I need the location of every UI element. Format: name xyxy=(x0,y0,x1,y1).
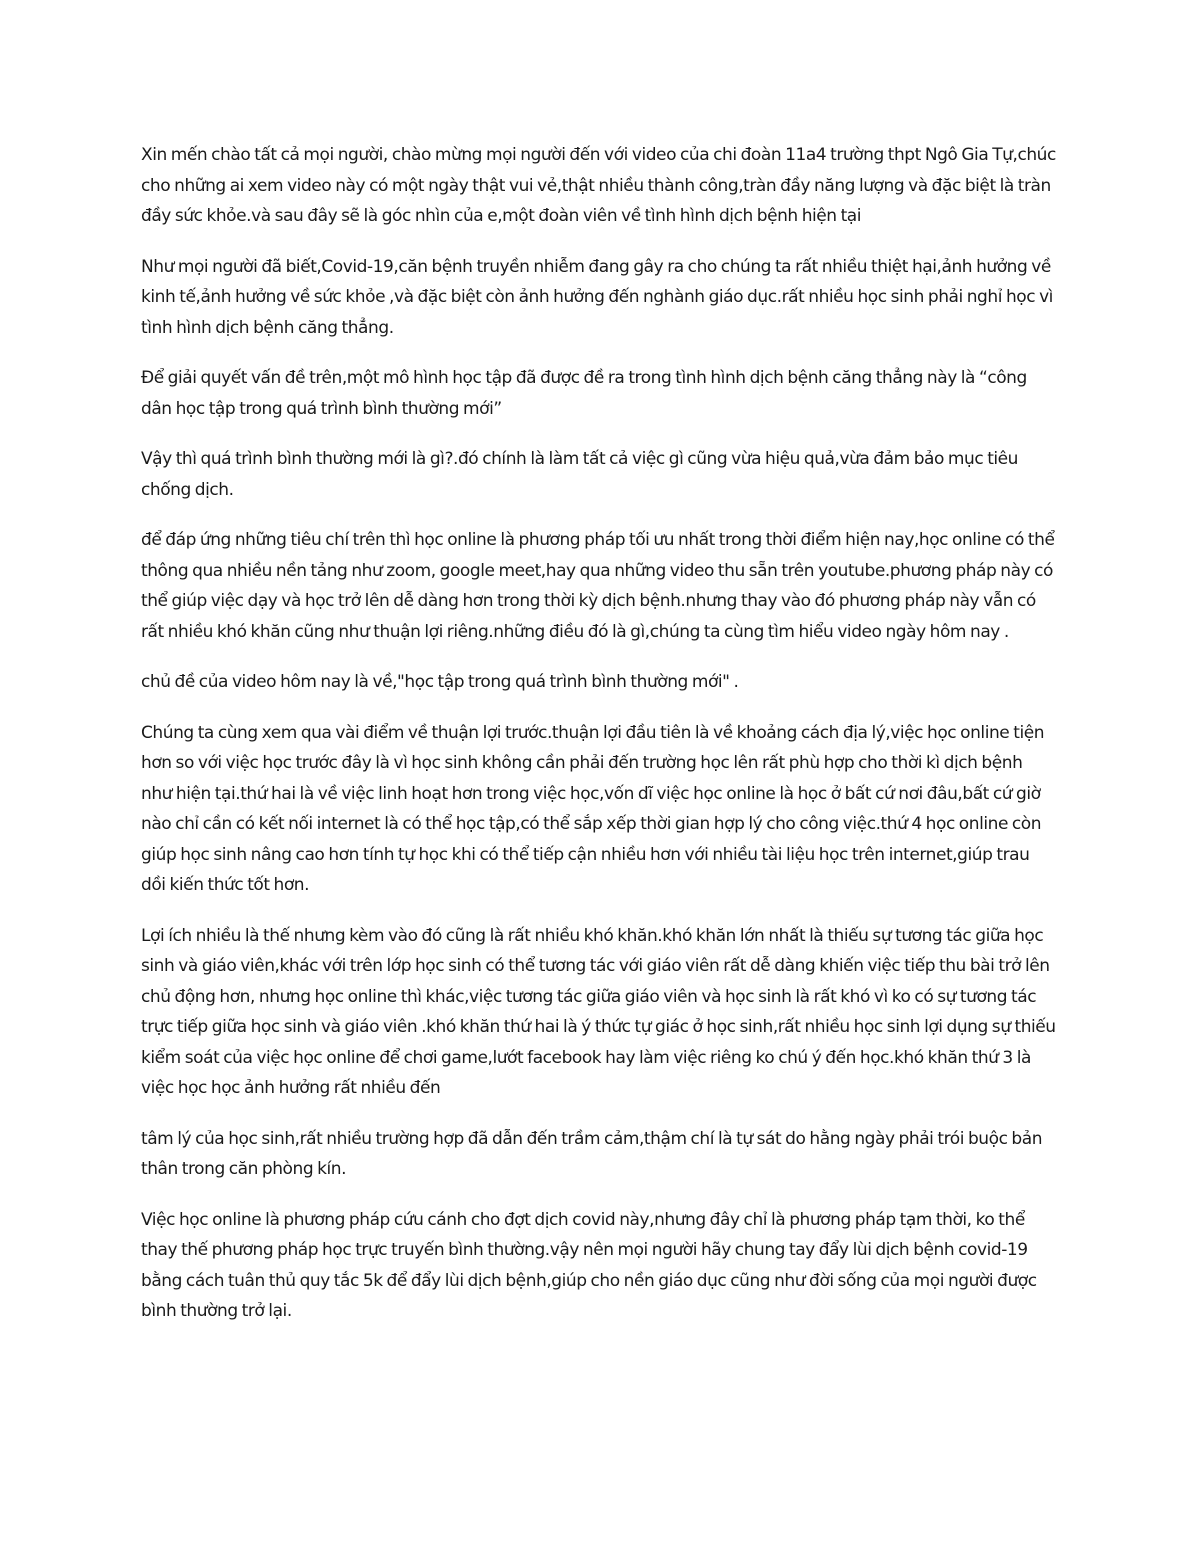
paragraph-9: tâm lý của học sinh,rất nhiều trường hợp đã dẫn đến trầm cảm,thậm chí là tự sát do hằng ngày phải trói buộc bản thân trong căn phòng kín. xyxy=(141,1128,1043,1179)
paragraph-7: Chúng ta cùng xem qua vài điểm về thuận lợi trước.thuận lợi đầu tiên là về khoảng cách địa lý,việc học online tiện hơn so với việc học trước đây là vì học sinh không cần phải đến trường học lên rất phù hợp cho thời kì dịch bệnh như hiện tại.thứ hai là về việc linh hoạt hơn trong việc học,vốn dĩ việc học online là học ở bất cứ nơi đâu,bất cứ giờ nào chỉ cần có kết nối internet là có thể học tập,có thể sắp xếp thời gian hợp lý cho công việc.thứ 4 học online còn giúp học sinh nâng cao hơn tính tự học khi có thể tiếp cận nhiều hơn với nhiều tài liệu học trên internet,giúp trau dồi kiến thức tốt hơn. xyxy=(141,722,1045,895)
document-body xyxy=(141,140,1056,1347)
paragraph-2: Như mọi người đã biết,Covid-19,căn bệnh truyền nhiễm đang gây ra cho chúng ta rất nhiều thiệt hại,ảnh hưởng về kinh tế,ảnh hưởng về sức khỏe ,và đặc biệt còn ảnh hưởng đến nghành giáo dục.rất nhiều học sinh phải nghỉ học vì tình hình dịch bệnh căng thẳng. xyxy=(141,256,1053,338)
paragraph-8: Lợi ích nhiều là thế nhưng kèm vào đó cũng là rất nhiều khó khăn.khó khăn lớn nhất là thiếu sự tương tác giữa học sinh và giáo viên,khác với trên lớp học sinh có thể tương tác với giáo viên rất dễ dàng khiến việc tiếp thu bài trở lên chủ động hơn, nhưng học online thì khác,việc tương tác giữa giáo viên và học sinh là rất khó vì ko có sự tương tác trực tiếp giữa học sinh và giáo viên .khó khăn thứ hai là ý thức tự giác ở học sinh,rất nhiều học sinh lợi dụng sự thiếu kiểm soát của việc học online để chơi game,lướt facebook hay làm việc riêng ko chú ý đến học.khó khăn thứ 3 là việc học học ảnh hưởng rất nhiều đến xyxy=(141,925,1056,1098)
paragraph-6: chủ đề của video hôm nay là về,"học tập trong quá trình bình thường mới" . xyxy=(141,672,739,692)
paragraph-10: Việc học online là phương pháp cứu cánh cho đợt dịch covid này,nhưng đây chỉ là phương pháp tạm thời, ko thể thay thế phương pháp học trực truyến bình thường.vậy nên mọi người hãy chung tay đẩy lùi dịch bệnh covid-19 bằng cách tuân thủ quy tắc 5k để đẩy lùi dịch bệnh,giúp cho nền giáo dục cũng như đời sống của mọi người được bình thường trở lại. xyxy=(141,1209,1037,1321)
paragraph-4: Vậy thì quá trình bình thường mới là gì?.đó chính là làm tất cả việc gì cũng vừa hiệu quả,vừa đảm bảo mục tiêu chống dịch. xyxy=(141,449,1019,500)
paragraph-1: Xin mến chào tất cả mọi người, chào mừng mọi người đến với video của chi đoàn 11a4 trường thpt Ngô Gia Tự,chúc cho những ai xem video này có một ngày thật vui vẻ,thật nhiều thành công,tràn đầy năng lượng và đặc biệt là tràn đầy sức khỏe.và sau đây sẽ là góc nhìn của e,một đoàn viên về tình hình dịch bệnh hiện tại xyxy=(141,145,1056,226)
paragraph-5: để đáp ứng những tiêu chí trên thì học online là phương pháp tối ưu nhất trong thời điểm hiện nay,học online có thể thông qua nhiều nền tảng như zoom, google meet,hay qua những video thu sẵn trên youtube.phương pháp này có thể giúp việc dạy và học trở lên dễ dàng hơn trong thời kỳ dịch bệnh.nhưng thay vào đó phương pháp này vẫn có rất nhiều khó khăn cũng như thuận lợi riêng.những điều đó là gì,chúng ta cùng tìm hiểu video ngày hôm nay . xyxy=(141,530,1055,642)
paragraph-3: Để giải quyết vấn đề trên,một mô hình học tập đã được đề ra trong tình hình dịch bệnh căng thẳng này là “công dân học tập trong quá trình bình thường mới” xyxy=(141,368,1027,419)
